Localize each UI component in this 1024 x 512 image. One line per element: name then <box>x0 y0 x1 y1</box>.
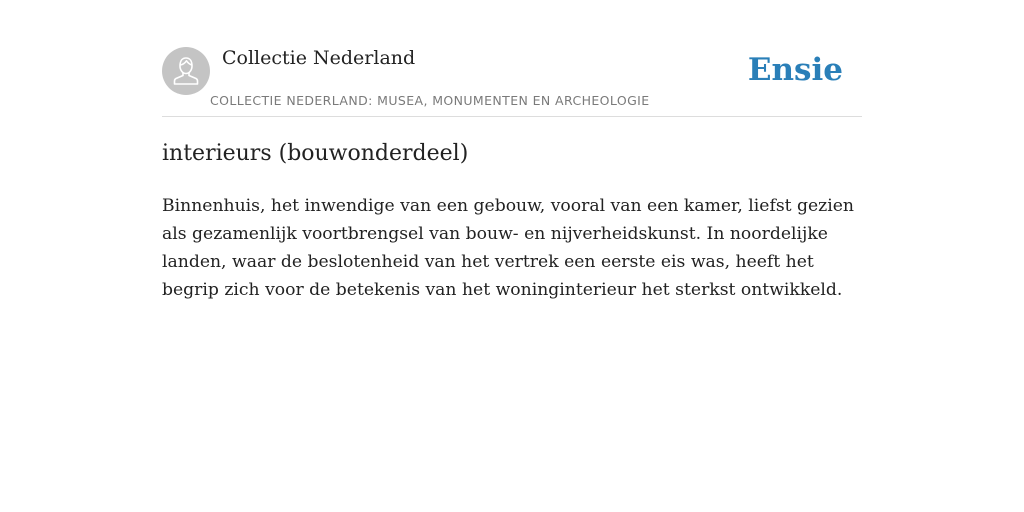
brand-logo[interactable]: Ensie <box>747 52 843 88</box>
author-name[interactable]: Collectie Nederland <box>222 47 416 69</box>
author-avatar[interactable] <box>162 47 210 95</box>
source-title[interactable]: COLLECTIE NEDERLAND: MUSEA, MONUMENTEN EN ARCHEOLOGIE <box>210 93 650 108</box>
entry-card <box>162 0 862 512</box>
entry-header <box>162 0 862 117</box>
entry-title: interieurs (bouwonderdeel) <box>162 141 469 166</box>
entry-definition: Binnenhuis, het inwendige van een gebouw, vooral van een kamer, liefst gezien als gezamenlijk voortbrengsel van bouw- en nijverheidskunst. In noordelijke landen, waar de beslotenheid van het vertrek een eerste eis was, heeft het begrip zich voor de betekenis van het woninginterieur het sterkst ontwikkeld. <box>162 196 854 300</box>
user-outline-icon <box>162 47 210 95</box>
